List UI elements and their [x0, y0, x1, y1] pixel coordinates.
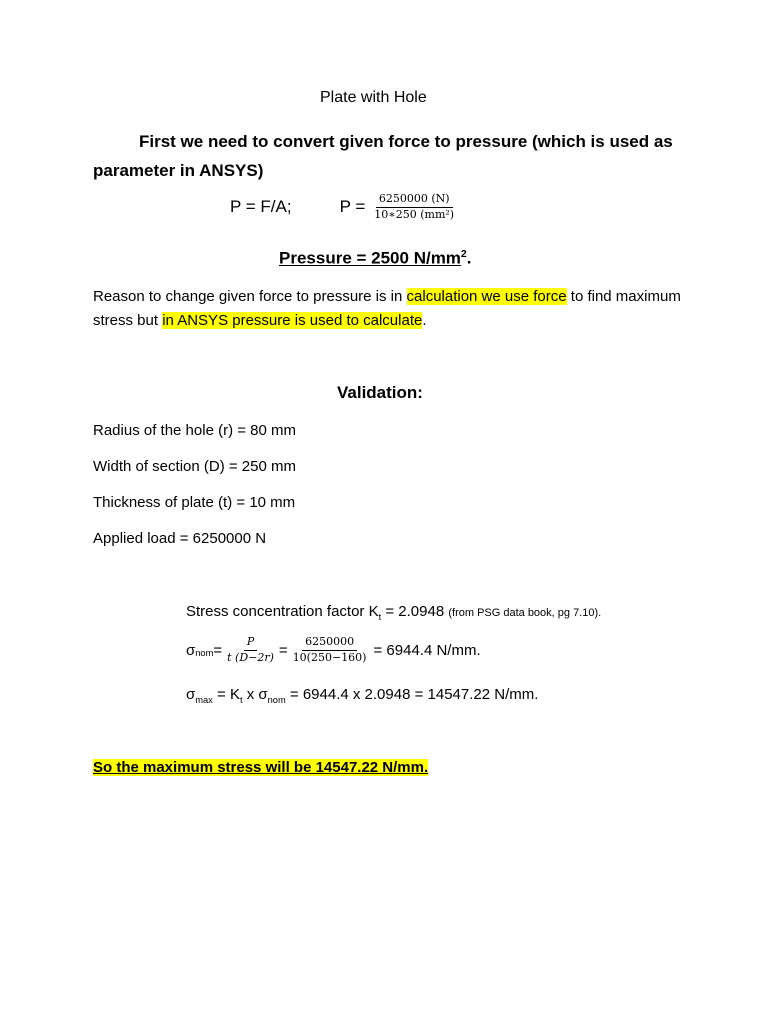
reason-highlight-1: calculation we use force: [406, 288, 567, 305]
fraction-1-numerator: P: [244, 636, 257, 651]
intro-paragraph: First we need to convert given force to pressure (which is used as parameter in ANSYS): [93, 132, 673, 180]
sigma-max-kt-subscript: t: [239, 695, 243, 705]
kt-text: Stress concentration factor K: [186, 603, 379, 620]
sigma-nom-subscript: nom: [195, 648, 214, 659]
sigma-max-formula: [186, 686, 538, 705]
sigma-max-mid: x σ: [242, 686, 268, 703]
sigma-nom-result: = 6944.4 N/mm.: [373, 641, 481, 659]
fraction-denominator: 10∗250 (mm²): [374, 207, 455, 221]
fraction-2-denominator: 10(250−160): [292, 650, 367, 664]
param-radius: Radius of the hole (r) = 80 mm: [93, 422, 297, 439]
kt-note: (from PSG data book, pg 7.10).: [448, 607, 602, 619]
reason-paragraph: [93, 285, 683, 333]
param-load: Applied load = 6250000 N: [93, 530, 267, 547]
sigma-nom-fraction-1: [224, 636, 277, 664]
page-title: Plate with Hole: [320, 89, 427, 106]
param-width: Width of section (D) = 250 mm: [93, 458, 296, 475]
pressure-end: .: [466, 248, 472, 268]
formula-p-eq: P =: [339, 197, 366, 217]
fraction-1-denominator: t (D−2r): [227, 650, 274, 664]
sigma-nom-fraction-2: [290, 636, 370, 664]
conclusion: So the maximum stress will be 14547.22 N/mm.: [93, 759, 429, 776]
sigma-nom-eq: =: [213, 641, 223, 659]
sigma-max-symbol: σ: [186, 686, 196, 703]
formula-p-fa: P = F/A;: [230, 197, 292, 217]
param-thickness: Thickness of plate (t) = 10 mm: [93, 494, 296, 511]
fraction-numerator: 6250000 (N): [376, 193, 453, 208]
pressure-exponent: 2: [460, 248, 467, 260]
validation-heading: Validation:: [337, 383, 423, 402]
sigma-max-nom-subscript: nom: [267, 695, 286, 705]
sigma-max-result: = 6944.4 x 2.0948 = 14547.22 N/mm.: [285, 686, 539, 703]
sigma-nom-symbol: σ: [186, 641, 196, 659]
pressure-label: Pressure = 2500 N/mm: [279, 248, 461, 268]
kt-subscript: t: [378, 612, 382, 622]
stress-concentration-line: [186, 603, 601, 622]
pressure-fraction: [371, 193, 457, 221]
sigma-nom-eq-2: =: [278, 641, 288, 659]
pressure-result: [279, 248, 472, 269]
reason-text-3: .: [422, 312, 427, 329]
fraction-2-numerator: 6250000: [302, 636, 357, 651]
sigma-max-subscript: max: [195, 695, 213, 705]
sigma-max-eq: = K: [212, 686, 240, 703]
sigma-nom-formula: [186, 636, 481, 664]
pressure-formula: [230, 193, 459, 221]
reason-highlight-2: in ANSYS pressure is used to calculate: [162, 312, 423, 329]
kt-value: = 2.0948: [381, 603, 449, 620]
reason-text-1: Reason to change given force to pressure is in: [93, 288, 407, 305]
reason-text-2: to find maximum stress but: [93, 288, 681, 329]
